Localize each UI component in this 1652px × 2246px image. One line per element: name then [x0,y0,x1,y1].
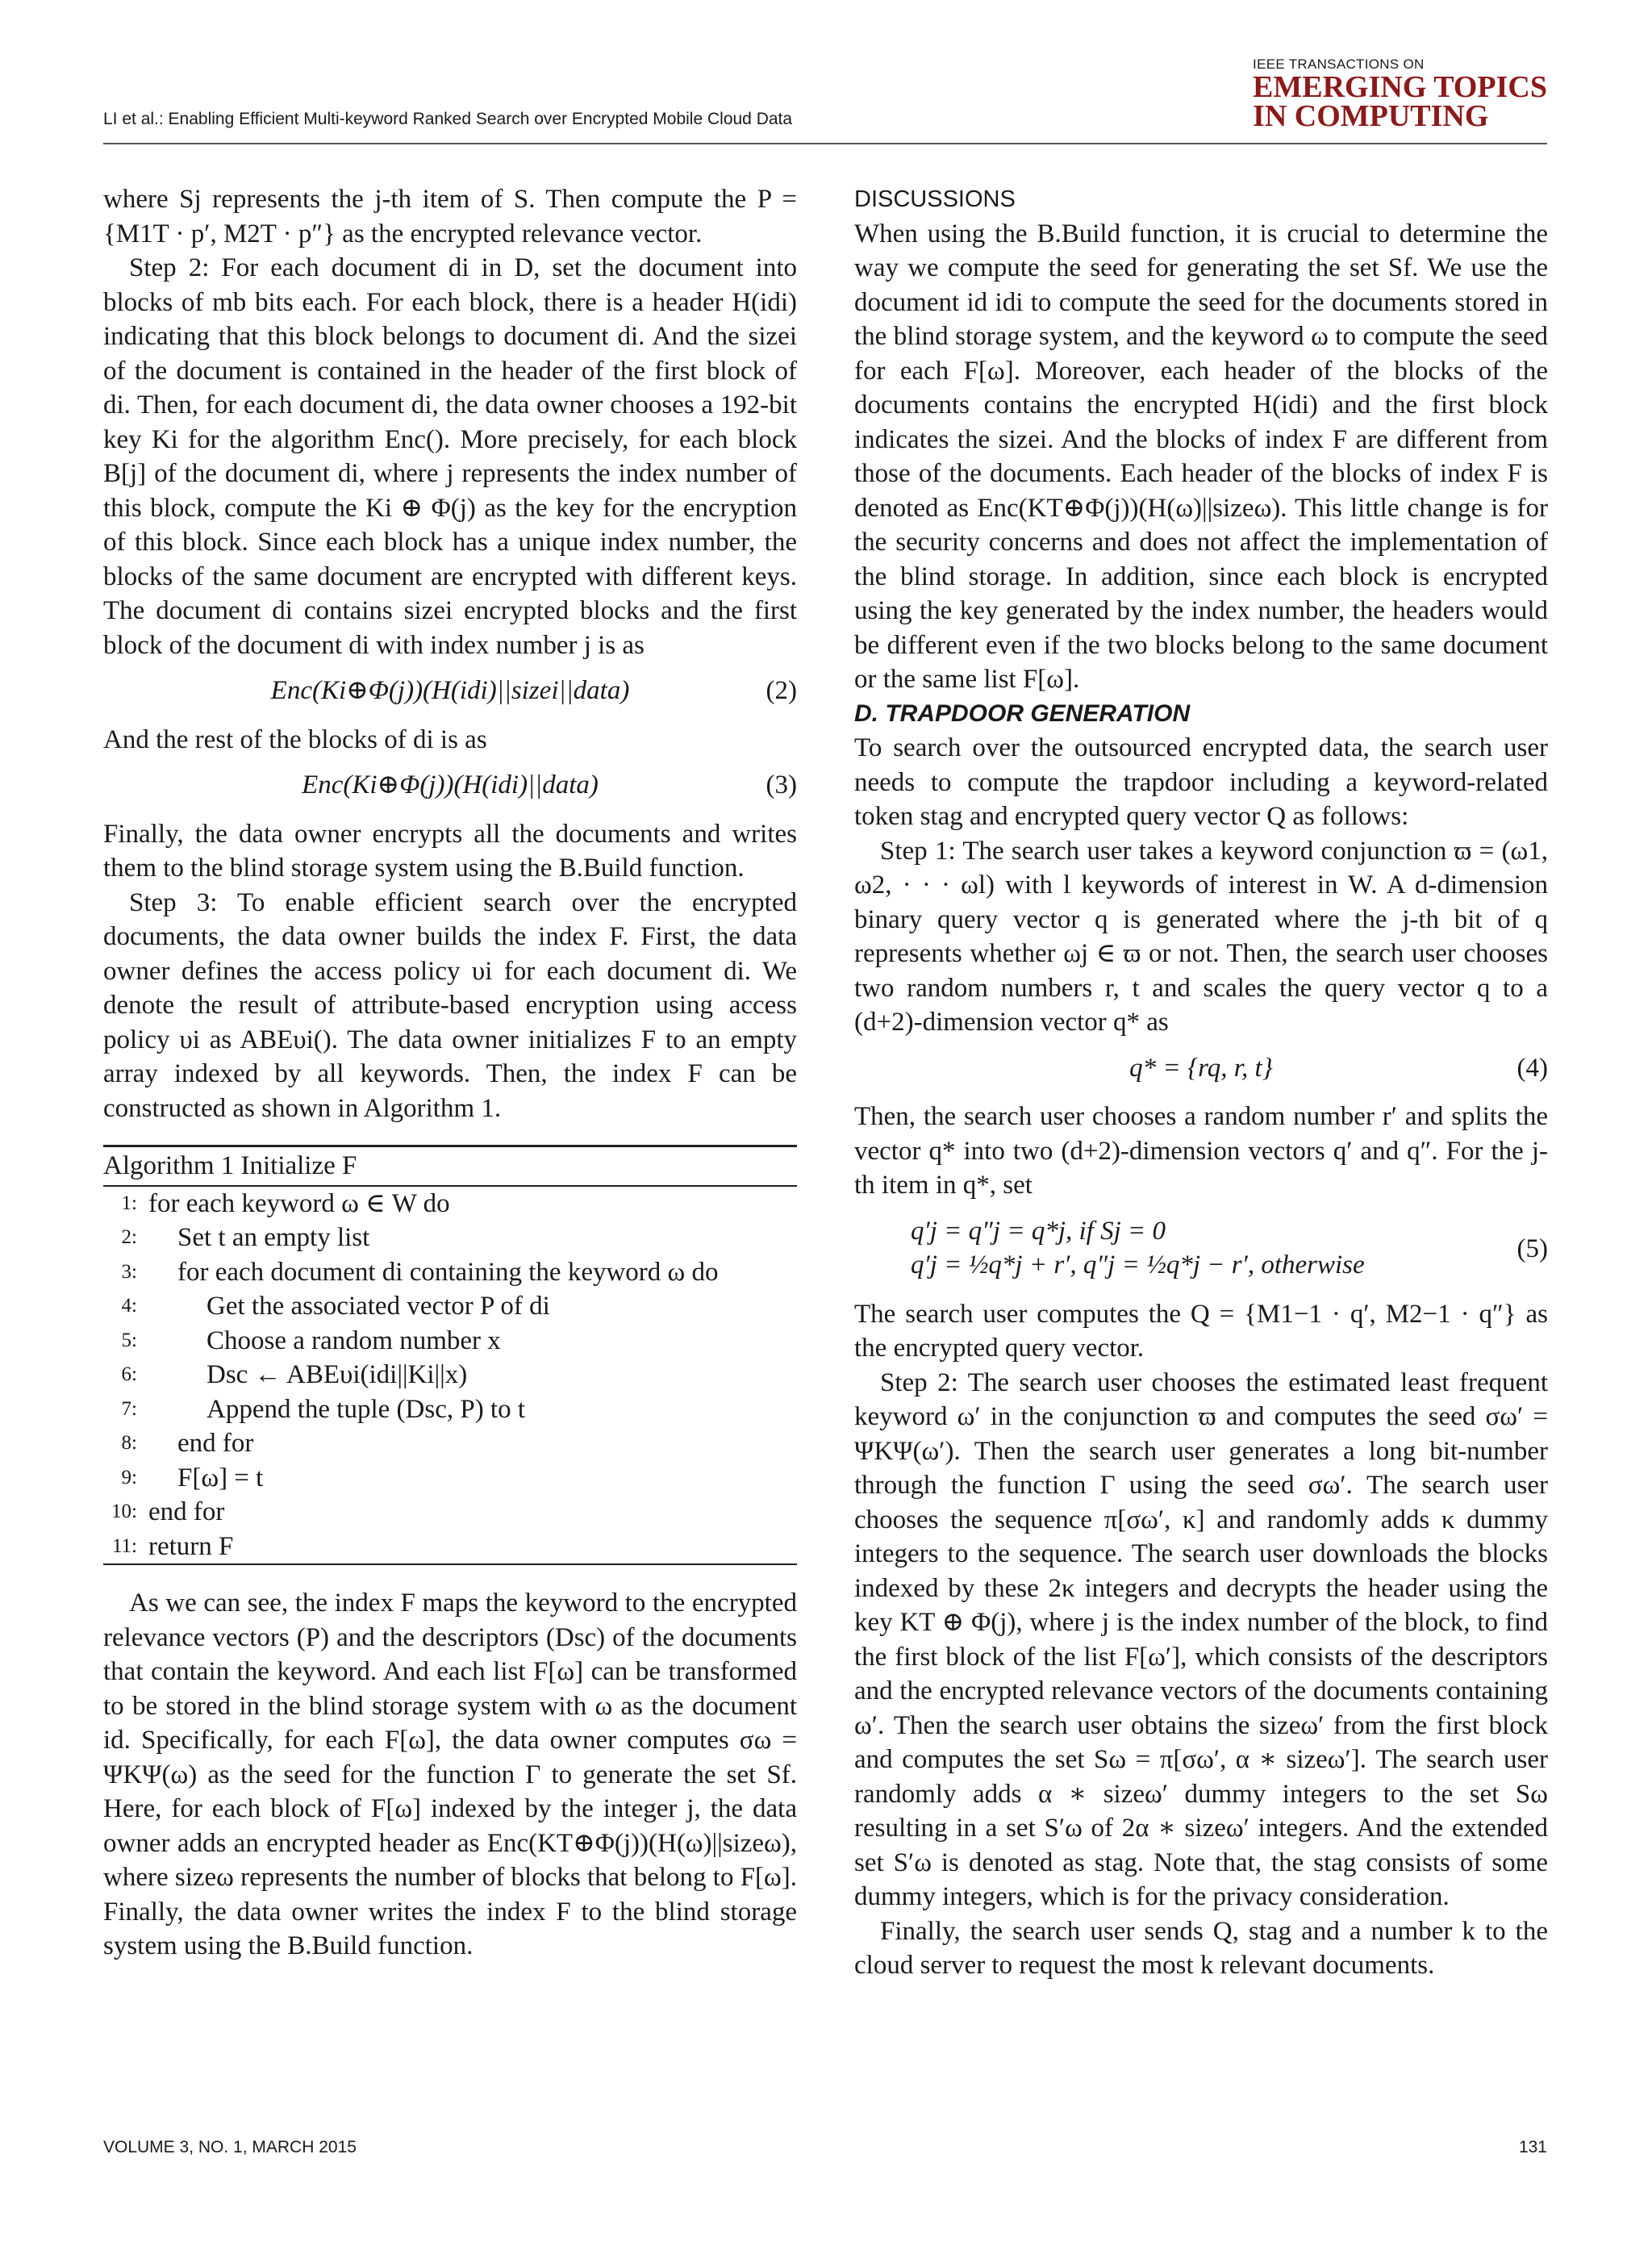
line-text: F[ω] = t [177,1463,264,1492]
algorithm-line [103,1187,797,1221]
algorithm-caption: Algorithm 1 Initialize F [103,1147,797,1187]
algorithm-line [103,1495,797,1530]
line-number: 10: [111,1501,137,1522]
line-number: 3: [121,1260,137,1283]
journal-name-line1: EMERGING TOPICS [1253,70,1547,104]
line-number: 6: [121,1363,137,1385]
algorithm-line [103,1289,797,1324]
algorithm-line [103,1221,797,1255]
line-number: 5: [121,1329,137,1351]
algorithm-box [103,1145,797,1565]
algorithm-lines [103,1187,797,1564]
line-text: Append the tuple (Dsc, P) to t [206,1394,526,1424]
paragraph: And the rest of the blocks of di is as [103,724,487,754]
paragraph: Step 3: To enable efficient search over the encrypted documents, the data owner builds the index F. First, the data owner defines the access policy υi for each document di. We denote the result of attribute-based encryption using access policy υi as ABEυi(). The data owner initializes F to an empty array indexed by all keywords. Then, the index F can be constructed as shown in Algorithm 1. [103,887,797,1123]
section-heading: D. TRAPDOOR GENERATION [854,699,1191,727]
equation-case-2: q′j = ½q*j + r′, q″j = ½q*j − r′, otherwise [911,1250,1365,1280]
paragraph: Step 2: The search user chooses the estimated least frequent keyword ω′ in the conjunction ϖ and computes the seed σω′ = ΨKΨ(ω′). Then the search user generates a long bit-number through the function Γ using the seed σω′. The search user chooses the sequence π[σω′, κ] and randomly adds κ dummy integers to the sequence. The search user downloads the blocks indexed by these 2κ integers and decrypts the header using the key KT ⊕ Φ(j), where j is the index number of the block, to find the first block of the list F[ω′], which consists of the descriptors and the encrypted relevance vectors of the documents containing ω′. Then the search user obtains the sizeω′ from the first block and computes the set Sω = π[σω′, α ∗ sizeω′]. The search user randomly adds α ∗ sizeω′ dummy integers to the set Sω resulting in a set S′ω of 2α ∗ sizeω′ integers. And the extended set S′ω is denoted as stag. Note that, the stag consists of some dummy integers, which is for the privacy consideration. [854,1367,1548,1911]
paragraph: The search user computes the Q = {M1−1 · q′, M2−1 · q″} as the encrypted query vector. [854,1299,1548,1363]
line-number: 1: [121,1192,137,1214]
paragraph: Step 2: For each document di in D, set the document into blocks of mb bits each. For each block, there is a header H(idi) indicating that this block belongs to document di. And the sizei of the document is contained in the header of the first block of di. Then, for each document di, the data owner chooses a 192-bit key Ki for the algorithm Enc(). More precisely, for each block B[j] of the document di, where j represents the index number of this block, compute the Ki ⊕ Φ(j) as the key for the encryption of this block. Since each block has a unique index number, the blocks of the same document are encrypted with different keys. The document di contains sizei encrypted blocks and the first block of the document di with index number j is as [103,253,797,660]
left-column [103,182,797,1964]
equation-5 [854,1214,1548,1283]
equation-number: (4) [1516,1053,1548,1083]
algorithm-line [103,1392,797,1427]
journal-name-small: IEEE TRANSACTIONS ON [1253,56,1425,72]
equation-4 [854,1051,1548,1086]
line-text: return F [148,1531,234,1561]
line-number: 4: [121,1295,137,1317]
paragraph: Step 1: The search user takes a keyword conjunction ϖ = (ω1, ω2, · · · ωl) with l keywords of interest in W. A d-dimension binary query vector q is generated where the j-th bit of q represents whether ωj ∈ ϖ or not. Then, the search user chooses two random numbers r, t and scales the query vector q to a (d+2)-dimension vector q* as [854,836,1548,1037]
paragraph: Finally, the search user sends Q, stag and a number k to the cloud server to request the most k relevant documents. [854,1916,1548,1980]
equation-body: Enc(Ki⊕Φ(j))(H(idi)||sizei||data) [270,676,630,705]
paragraph: As we can see, the index F maps the keyword to the encrypted relevance vectors (P) and the descriptors (Dsc) of the documents that contain the keyword. And each list F[ω] can be transformed to be stored in the blind storage system with ω as the document id. Specifically, for each F[ω], the data owner computes σω = ΨKΨ(ω) as the seed for the function Γ to generate the set Sf. Here, for each block of F[ω] indexed by the integer j, the data owner adds an encrypted header as Enc(KT⊕Φ(j))(H(ω)||sizeω), where sizeω represents the number of blocks that belong to F[ω]. Finally, the data owner writes the index F to the blind storage system using the B.Build function. [103,1588,797,1960]
equation-case-1: q′j = q″j = q*j, if Sj = 0 [911,1216,1166,1246]
paragraph: where Sj represents the j-th item of S. Then compute the P = {M1T · p′, M2T · p″} as the encrypted relevance vector. [103,185,797,248]
line-text: for each keyword ω ∈ W do [148,1188,450,1218]
line-text: for each document di containing the keyword ω do [177,1257,719,1287]
line-text: Set t an empty list [177,1223,370,1252]
running-title: LI et al.: Enabling Efficient Multi-keyword Ranked Search over Encrypted Mobile Cloud Data [103,110,793,128]
paragraph: Finally, the data owner encrypts all the documents and writes them to the blind storage system using the B.Build function. [103,819,797,883]
paragraph: When using the B.Build function, it is crucial to determine the way we compute the seed for generating the set Sf. We use the document id idi to compute the seed for the documents stored in the blind storage system, and the keyword ω to compute the seed for each F[ω]. Moreover, each header of the blocks of the documents contains the encrypted H(idi) and the first block indicates the sizei. And the blocks of index F are different from those of the documents. Each header of the blocks of index F is denoted as Enc(KT⊕Φ(j))(H(ω)||sizeω). This little change is for the security concerns and does not affect the implementation of the blind storage. In addition, since each block is encrypted using the key generated by the index number, the headers would be different even if the two blocks belong to the same document or the same list F[ω]. [854,219,1548,694]
paragraph: Then, the search user chooses a random number r′ and splits the vector q* into two (d+2)-dimension vectors q′ and q″. For the j-th item in q*, set [854,1102,1548,1200]
line-text: end for [177,1429,254,1458]
line-number: 8: [121,1432,137,1454]
line-text: Choose a random number x [206,1325,501,1355]
header-rule [103,143,1547,144]
equation-2 [103,674,797,708]
line-text: end for [148,1497,225,1526]
footer-volume: VOLUME 3, NO. 1, MARCH 2015 [103,2138,357,2156]
algorithm-line [103,1426,797,1461]
equation-number: (5) [1516,1234,1548,1263]
equation-body: q* = {rq, r, t} [1129,1053,1273,1083]
journal-logo [1253,56,1547,131]
equation-body: Enc(Ki⊕Φ(j))(H(idi)||data) [302,770,599,799]
algorithm-line [103,1530,797,1564]
algorithm-line [103,1324,797,1359]
right-column [854,182,1548,1983]
journal-name-line2: IN COMPUTING [1253,99,1489,133]
paragraph: To search over the outsourced encrypted data, the search user needs to compute the trapdoor including a keyword-related token stag and encrypted query vector Q as follows: [854,733,1548,831]
line-text: Dsc ← ABEυi(idi||Ki||x) [206,1360,468,1389]
discussions-heading: DISCUSSIONS [854,186,1016,212]
line-number: 9: [121,1466,137,1488]
equation-number: (2) [766,676,797,705]
line-text: Get the associated vector P of di [206,1292,550,1321]
algorithm-line [103,1255,797,1290]
algorithm-line [103,1358,797,1392]
equation-3 [103,768,797,803]
line-number: 7: [121,1397,137,1420]
page-number: 131 [1518,2138,1547,2156]
line-number: 11: [111,1534,137,1557]
algorithm-line [103,1461,797,1496]
line-number: 2: [121,1226,137,1248]
equation-number: (3) [766,770,797,799]
